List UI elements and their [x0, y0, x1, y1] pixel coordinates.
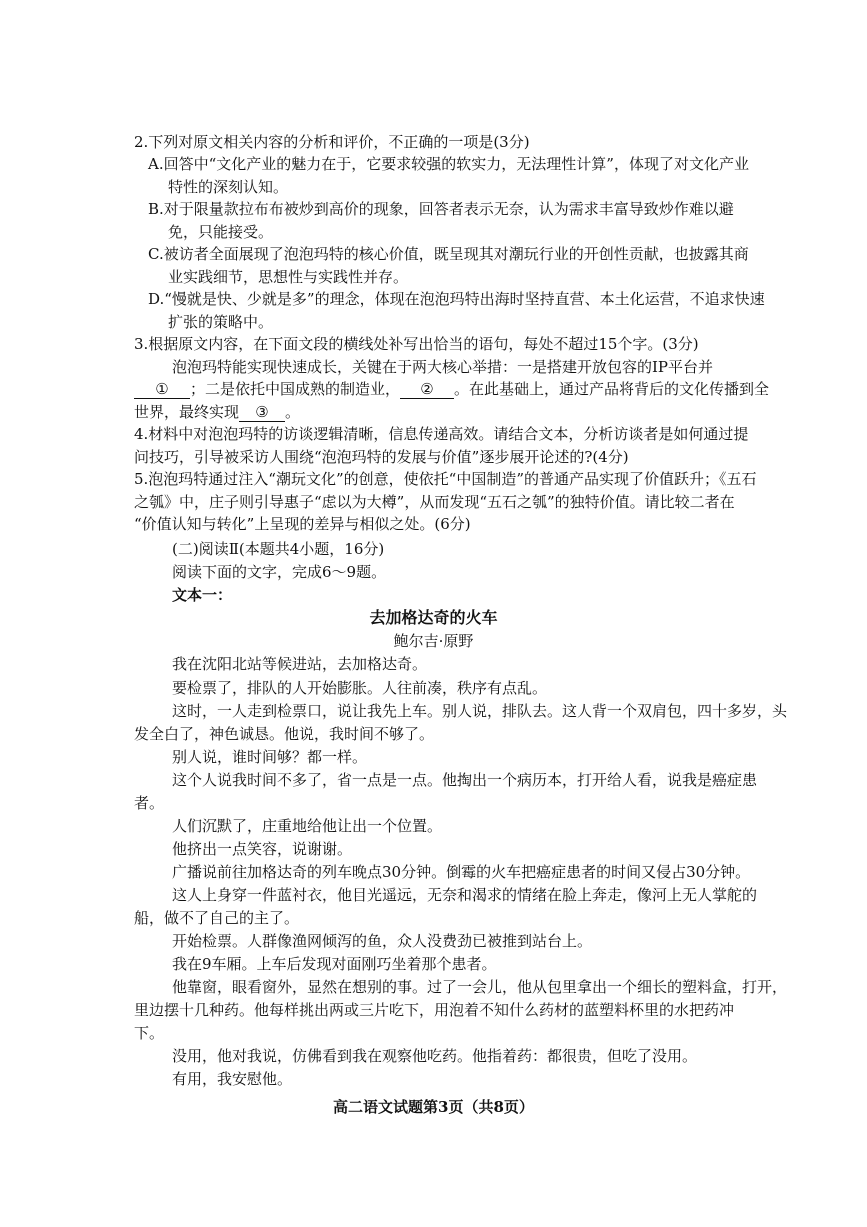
story-paragraph-cont: 下。 [134, 1024, 165, 1042]
q2-option-d-line2: 扩张的策略中。 [168, 313, 274, 331]
q2-option-a-line1: A.回答中“文化产业的魅力在于，它要求较强的软实力，无法理性计算”，体现了对文化产业 [148, 155, 749, 173]
q2-option-c-line1: C.被访者全面展现了泡泡玛特的核心价值，既呈现其对潮玩行业的开创性贡献，也披露其商 [148, 245, 749, 263]
q2-option-b-line1: B.对于限量款拉布布被炒到高价的现象，回答者表示无奈，认为需求丰富导致炒作难以避 [148, 200, 734, 218]
q3-passage-start: 世界，最终实现 [134, 403, 240, 421]
story-paragraph: 他靠窗，眼看窗外，显然在想别的事。过了一会儿，他从包里拿出一个细长的塑料盒，打开， [172, 978, 788, 996]
story-paragraph: 有用，我安慰他。 [172, 1070, 293, 1088]
story-paragraph: 他挤出一点笑容，说谢谢。 [172, 840, 353, 858]
story-title: 去加格达奇的火车 [369, 608, 498, 627]
q4-line2: 问技巧，引导被采访人围绕“泡泡玛特的发展与价值”逐步展开论述的?(4分) [134, 448, 629, 466]
q3-passage-line2 [134, 378, 769, 400]
q3-blank-2[interactable]: ② [400, 380, 454, 399]
q3-passage-close: 。 [285, 403, 301, 421]
q2-option-b-line2: 免，只能接受。 [168, 223, 274, 241]
page-footer: 高二语文试题第3页（共8页） [333, 1098, 534, 1116]
story-paragraph: 我在9车厢。上车后发现对面刚巧坐着那个患者。 [172, 955, 497, 973]
story-paragraph: 开始检票。人群像渔网倾泻的鱼，众人没费劲已被推到站台上。 [172, 932, 593, 950]
story-paragraph: 没用，他对我说，仿佛看到我在观察他吃药。他指着药：都很贵，但吃了没用。 [172, 1047, 698, 1065]
story-author: 鲍尔吉·原野 [393, 632, 474, 650]
story-paragraph: 这个人说我时间不多了，省一点是一点。他掏出一个病历本，打开给人看，说我是癌症患 [172, 771, 758, 789]
story-paragraph: 要检票了，排队的人开始膨胀。人往前凑，秩序有点乱。 [172, 679, 548, 697]
q3-passage-mid: ；二是依托中国成熟的制造业， [190, 380, 401, 398]
story-paragraph-cont: 里边摆十几种药。他每样挑出两或三片吃下，用泡着不知什么药材的蓝塑料杯里的水把药冲 [134, 1001, 735, 1019]
q3-passage-line1: 泡泡玛特能实现快速成长，关键在于两大核心举措：一是搭建开放包容的IP平台并 [172, 358, 714, 376]
q2-option-a-line2: 特性的深刻认知。 [168, 178, 289, 196]
story-paragraph: 这人上身穿一件蓝衬衣，他目光遥远，无奈和渴求的情绪在脸上奔走，像河上无人掌舵的 [172, 886, 758, 904]
q3-blank-1[interactable]: ① [134, 380, 190, 399]
q5-line1: 5.泡泡玛特通过注入“潮玩文化”的创意，使依托“中国制造”的普通产品实现了价值跃升；《五石 [134, 470, 757, 488]
q3-passage-end: 。在此基础上，通过产品将背后的文化传播到全 [454, 380, 770, 398]
story-paragraph-cont: 发全白了，神色诚恳。他说，我时间不够了。 [134, 725, 435, 743]
story-paragraph: 人们沉默了，庄重地给他让出一个位置。 [172, 817, 443, 835]
q3-stem: 3.根据原文内容，在下面文段的横线处补写出恰当的语句，每处不超过15个字。(3分) [134, 335, 699, 353]
q3-passage-line3 [134, 401, 300, 423]
q4-line1: 4.材料中对泡泡玛特的访谈逻辑清晰，信息传递高效。请结合文本，分析访谈者是如何通过提 [134, 425, 749, 443]
q2-option-d-line1: D.“慢就是快、少就是多”的理念，体现在泡泡玛特出海时坚持直营、本土化运营，不追求快速 [148, 290, 765, 308]
q5-line3: “价值认知与转化”上呈现的差异与相似之处。(6分) [134, 515, 471, 533]
story-paragraph: 我在沈阳北站等候进站，去加格达奇。 [172, 655, 428, 673]
story-paragraph: 别人说，谁时间够？都一样。 [172, 748, 368, 766]
story-paragraph: 这时，一人走到检票口，说让我先上车。别人说，排队去。这人背一个双肩包，四十多岁，头 [172, 702, 788, 720]
section-heading: (二)阅读Ⅱ(本题共4小题，16分) [172, 540, 385, 558]
story-paragraph-cont: 者。 [134, 794, 165, 812]
q3-blank-3[interactable]: ③ [239, 403, 285, 422]
q2-option-c-line2: 业实践细节，思想性与实践性并存。 [168, 268, 409, 286]
section-instruction: 阅读下面的文字，完成6～9题。 [172, 563, 387, 581]
q2-stem: 2.下列对原文相关内容的分析和评价，不正确的一项是(3分) [134, 133, 530, 151]
story-paragraph: 广播说前往加格达奇的列车晚点30分钟。倒霉的火车把癌症患者的时间又侵占30分钟。 [172, 863, 751, 881]
text-one-label: 文本一： [172, 586, 233, 604]
story-paragraph-cont: 船，做不了自己的主了。 [134, 909, 300, 927]
q5-line2: 之瓠》中，庄子则引导惠子“虑以为大樽”，从而发现“五石之瓠”的独特价值。请比较二者在 [134, 493, 735, 511]
